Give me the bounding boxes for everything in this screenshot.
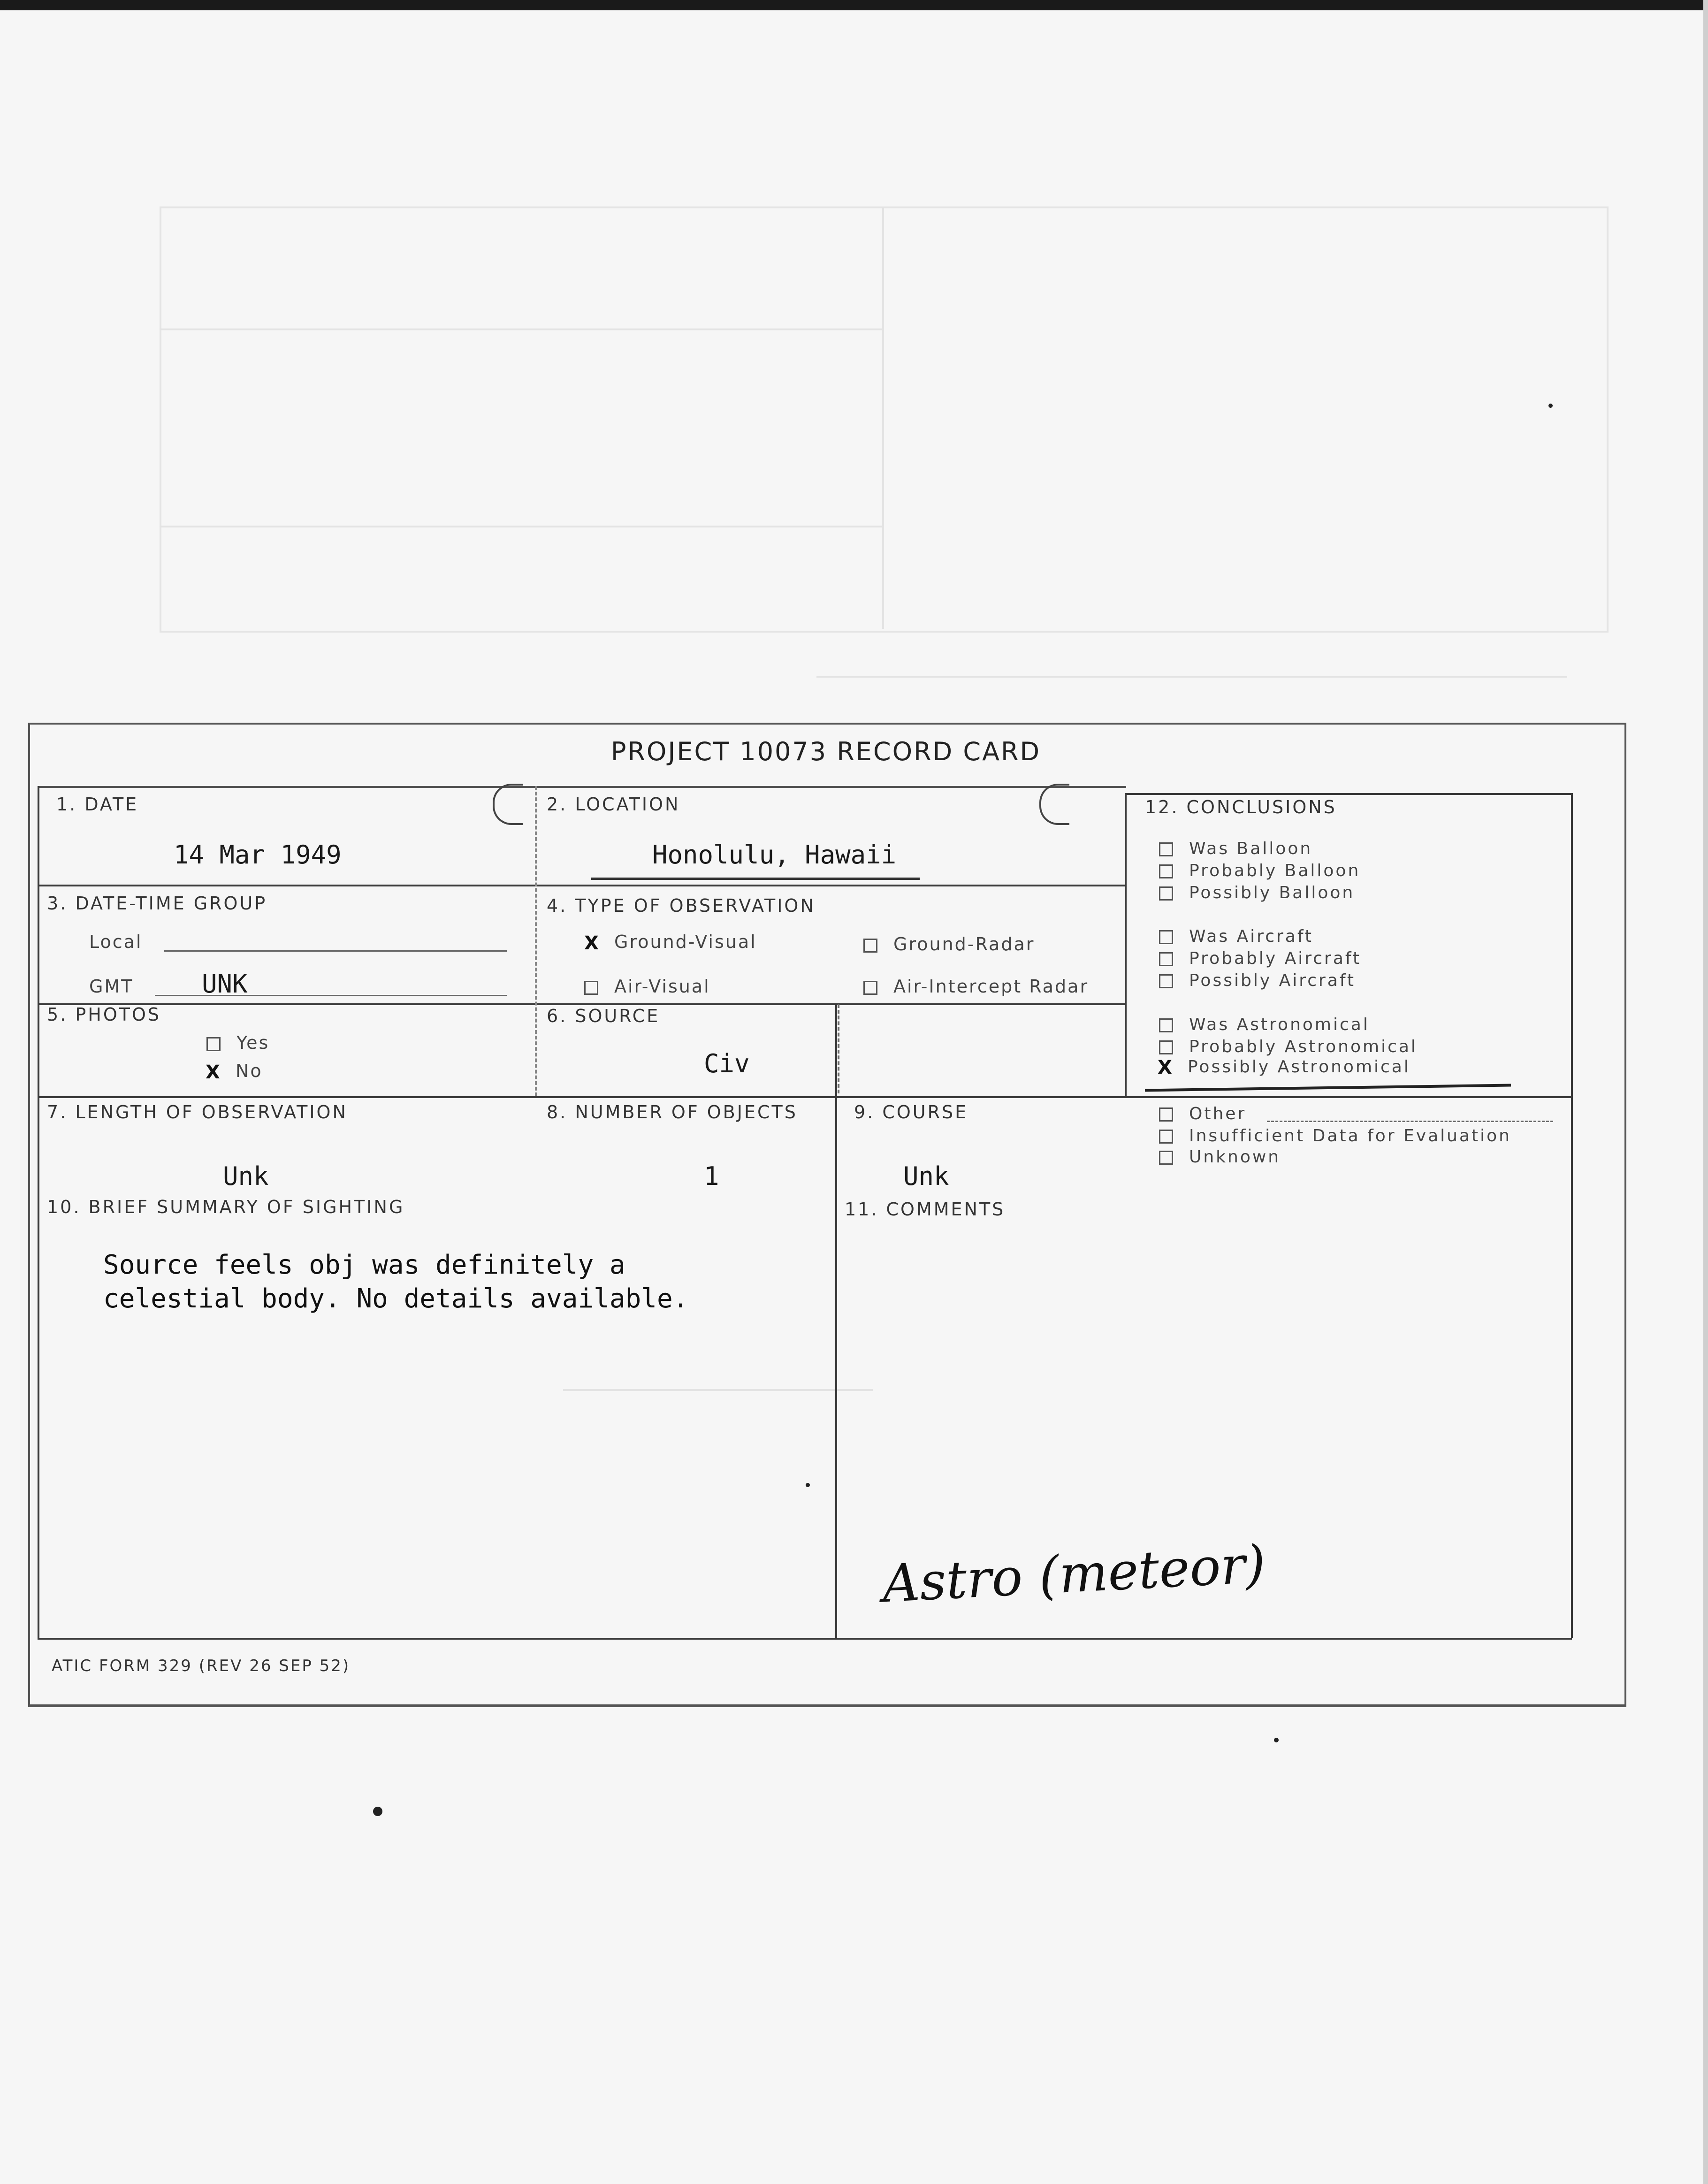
local-label: Local: [89, 932, 143, 952]
was-aircraft-checkbox: [1159, 930, 1173, 944]
probably-balloon-label: Probably Balloon: [1189, 861, 1361, 880]
punch-notch: [1039, 784, 1069, 825]
number-of-objects-value: 1: [704, 1161, 719, 1191]
insufficient-data-label: Insufficient Data for Evaluation: [1189, 1126, 1511, 1145]
air-visual-label: Air-Visual: [614, 976, 710, 997]
unknown-checkbox: [1159, 1151, 1173, 1165]
number-of-objects-label: 8. NUMBER OF OBJECTS: [547, 1102, 798, 1123]
other-checkbox: [1159, 1107, 1173, 1122]
insufficient-data-checkbox: [1159, 1130, 1173, 1144]
grid-line: [1571, 793, 1573, 1638]
possibly-aircraft-checkbox: [1159, 974, 1173, 988]
scan-top-edge: [0, 0, 1708, 10]
obs-air-visual: [584, 976, 710, 997]
conclusion-unknown: [1159, 1147, 1281, 1167]
conclusion-possibly-aircraft: [1159, 971, 1356, 990]
other-label: Other: [1189, 1104, 1247, 1123]
ghost-line: [816, 676, 1567, 678]
brief-summary-line-1: Source feels obj was definitely a: [103, 1250, 625, 1280]
grid-line: [838, 1004, 839, 1093]
scan-speck: [806, 1483, 810, 1487]
possibly-balloon-label: Possibly Balloon: [1189, 883, 1355, 902]
grid-line: [1126, 793, 1572, 795]
conclusion-insufficient-data: [1159, 1126, 1511, 1145]
obs-ground-radar: [863, 934, 1035, 955]
grid-line: [835, 1003, 837, 1638]
photos-yes-label: Yes: [236, 1032, 270, 1053]
conclusion-was-balloon: [1159, 839, 1312, 858]
location-value: Honolulu, Hawaii: [652, 840, 897, 870]
photos-yes: [206, 1032, 269, 1053]
scan-right-edge: [1703, 0, 1708, 2184]
probably-aircraft-checkbox: [1159, 952, 1173, 966]
scan-speck: [1274, 1738, 1279, 1742]
ground-radar-label: Ground-Radar: [893, 934, 1035, 955]
gmt-field-line: [155, 995, 507, 996]
probably-astronomical-label: Probably Astronomical: [1189, 1037, 1418, 1056]
air-intercept-radar-label: Air-Intercept Radar: [893, 976, 1089, 997]
possibly-astronomical-label: Possibly Astronomical: [1188, 1057, 1411, 1077]
gmt-label: GMT: [89, 976, 134, 997]
length-of-observation-value: Unk: [223, 1161, 269, 1191]
ghost-line: [160, 328, 882, 330]
brief-summary-line-2: celestial body. No details available.: [103, 1283, 689, 1314]
grid-line: [38, 786, 39, 1638]
punch-notch: [493, 784, 523, 825]
record-card: [28, 723, 1624, 1703]
conclusion-possibly-balloon: [1159, 883, 1355, 902]
obs-ground-visual: [584, 932, 757, 954]
ground-visual-mark: X: [584, 932, 600, 954]
length-of-observation-label: 7. LENGTH OF OBSERVATION: [47, 1102, 348, 1123]
comments-handwritten: Astro (meteor): [881, 1534, 1267, 1614]
photos-no: [206, 1061, 263, 1083]
obs-air-intercept-radar: [863, 976, 1089, 997]
was-astronomical-checkbox: [1159, 1018, 1173, 1032]
course-label: 9. COURSE: [854, 1102, 968, 1123]
was-astronomical-label: Was Astronomical: [1189, 1015, 1370, 1034]
probably-aircraft-label: Probably Aircraft: [1189, 949, 1362, 968]
ground-radar-checkbox: [863, 939, 877, 953]
conclusion-probably-aircraft: [1159, 949, 1361, 968]
brief-summary-label: 10. BRIEF SUMMARY OF SIGHTING: [47, 1197, 405, 1217]
grid-line: [1125, 793, 1127, 1096]
ghost-line: [882, 206, 884, 629]
possibly-aircraft-label: Possibly Aircraft: [1189, 971, 1356, 990]
photos-label: 5. PHOTOS: [47, 1004, 161, 1025]
photos-no-mark: X: [206, 1061, 221, 1083]
conclusion-was-astronomical: [1159, 1015, 1370, 1034]
photos-yes-checkbox: [206, 1037, 221, 1051]
was-balloon-label: Was Balloon: [1189, 839, 1313, 858]
grid-line: [38, 786, 1126, 788]
conclusion-was-aircraft: [1159, 927, 1313, 946]
local-field-line: [164, 950, 507, 952]
card-title: PROJECT 10073 RECORD CARD: [610, 737, 1041, 766]
grid-line: [38, 1003, 1126, 1005]
location-label: 2. LOCATION: [547, 794, 680, 815]
scan-speck: [1548, 404, 1553, 408]
conclusion-probably-balloon: [1159, 861, 1360, 880]
scan-speck: [373, 1807, 382, 1816]
possibly-astronomical-mark: X: [1158, 1057, 1174, 1078]
date-value: 14 Mar 1949: [174, 840, 342, 870]
conclusion-other: [1159, 1104, 1246, 1123]
conclusions-label: 12. CONCLUSIONS: [1145, 797, 1337, 817]
probably-balloon-checkbox: [1159, 864, 1173, 878]
course-value: Unk: [903, 1161, 949, 1191]
source-value: Civ: [704, 1049, 750, 1078]
possibly-balloon-checkbox: [1159, 886, 1173, 901]
grid-line: [38, 885, 1126, 886]
date-label: 1. DATE: [56, 794, 139, 815]
conclusion-possibly-astronomical: [1159, 1057, 1411, 1078]
conclusion-probably-astronomical: [1159, 1037, 1418, 1056]
gmt-value: UNK: [202, 969, 248, 999]
date-time-group-label: 3. DATE-TIME GROUP: [47, 893, 267, 914]
grid-line: [38, 1096, 1572, 1098]
air-visual-checkbox: [584, 981, 598, 995]
ground-visual-label: Ground-Visual: [614, 932, 757, 952]
form-id: ATIC FORM 329 (REV 26 SEP 52): [52, 1657, 351, 1675]
type-of-observation-label: 4. TYPE OF OBSERVATION: [547, 895, 816, 916]
photos-no-label: No: [236, 1061, 263, 1081]
ghost-line: [160, 526, 882, 527]
source-label: 6. SOURCE: [547, 1006, 660, 1026]
ghost-box: [160, 206, 1609, 633]
grid-line: [535, 786, 537, 1096]
probably-astronomical-checkbox: [1159, 1040, 1173, 1054]
location-strike: [591, 878, 920, 880]
was-balloon-checkbox: [1159, 842, 1173, 856]
comments-label: 11. COMMENTS: [845, 1199, 1006, 1220]
was-aircraft-label: Was Aircraft: [1189, 927, 1314, 946]
grid-line: [38, 1638, 1572, 1640]
unknown-label: Unknown: [1189, 1147, 1281, 1167]
other-field-line: [1267, 1121, 1553, 1122]
air-intercept-radar-checkbox: [863, 981, 877, 995]
